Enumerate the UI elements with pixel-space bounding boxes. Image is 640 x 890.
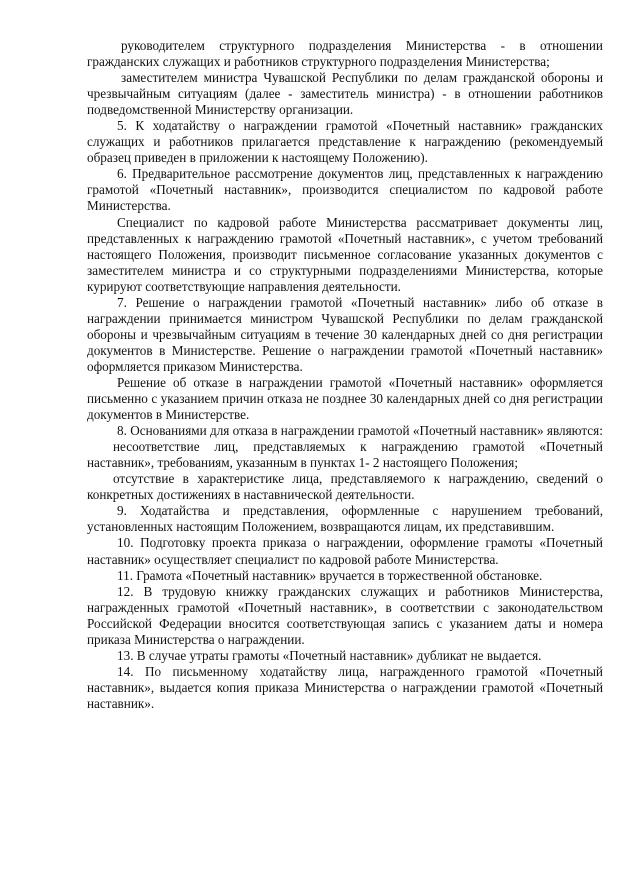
paragraph-item-14: 14. По письменному ходатайству лица, награжденного грамотой «Почетный наставник», выдается копия приказа Министерства о награждении грамотой «Почетный наставник». — [87, 663, 603, 711]
paragraph-deputy-minister: заместителем министра Чувашской Республики по делам гражданской обороны и чрезвычайным ситуациям (далее - заместитель министра) - в отношении работников подведомственной Министерству организации. — [87, 70, 603, 118]
document-page — [87, 38, 603, 712]
paragraph-item-8: 8. Основаниями для отказа в награждении грамотой «Почетный наставник» являются: — [117, 423, 603, 439]
paragraph-head-of-department: руководителем структурного подразделения Министерства - в отношении гражданских служащих и работников структурного подразделения Министерства; — [87, 38, 603, 70]
paragraph-item-7-refusal: Решение об отказе в награждении грамотой «Почетный наставник» оформляется письменно с указанием причин отказа не позднее 30 календарных дней со дня регистрации документов в Министерстве. — [87, 374, 603, 423]
paragraph-item-9: 9. Ходатайства и представления, оформленные с нарушением требований, установленных настоящим Положением, возвращаются лицам, их представившим. — [87, 503, 603, 535]
paragraph-item-8-absence: отсутствие в характеристике лица, представляемого к награждению, сведений о конкретных достижениях в наставнической деятельности. — [87, 471, 603, 503]
paragraph-item-6-specialist: Специалист по кадровой работе Министерства рассматривает документы лиц, представленных к награждению грамотой «Почетный наставник», с учетом требований настоящего Положения, производит письменное согласование указанных документов с заместителем министра и со структурными подразделениями Министерства, которые курируют соответствующие направления деятельности. — [87, 214, 603, 294]
paragraph-item-6: 6. Предварительное рассмотрение документов лиц, представленных к награждению грамотой «Почетный наставник», производится специалистом по кадровой работе Министерства. — [87, 166, 603, 214]
paragraph-item-10: 10. Подготовку проекта приказа о награждении, оформление грамоты «Почетный наставник» осуществляет специалист по кадровой работе Министерства. — [87, 535, 603, 567]
paragraph-item-5: 5. К ходатайству о награждении грамотой «Почетный наставник» гражданских служащих и работников прилагается представление к награждению (рекомендуемый образец приведен в приложении к настоящему Положению). — [87, 118, 603, 166]
paragraph-item-13: 13. В случае утраты грамоты «Почетный наставник» дубликат не выдается. — [117, 647, 542, 663]
paragraph-item-11: 11. Грамота «Почетный наставник» вручается в торжественной обстановке. — [117, 567, 543, 583]
paragraph-item-12: 12. В трудовую книжку гражданских служащих и работников Министерства, награжденных грамотой «Почетный наставник», в соответствии с законодательством Российской Федерации вносится соответствующая запись с указанием даты и номера приказа Министерства о награждении. — [87, 583, 603, 647]
paragraph-item-8-nonconformity: несоответствие лиц, представляемых к награждению грамотой «Почетный наставник», требованиям, указанным в пунктах 1- 2 настоящего Положения; — [87, 439, 603, 471]
paragraph-item-7: 7. Решение о награждении грамотой «Почетный наставник» либо об отказе в награждении принимается министром Чувашской Республики по делам гражданской обороны и чрезвычайным ситуациям в течение 30 календарных дней со дня регистрации документов в Министерстве. Решение о награждении грамотой «Почетный наставник» оформляется приказом Министерства. — [87, 294, 603, 374]
